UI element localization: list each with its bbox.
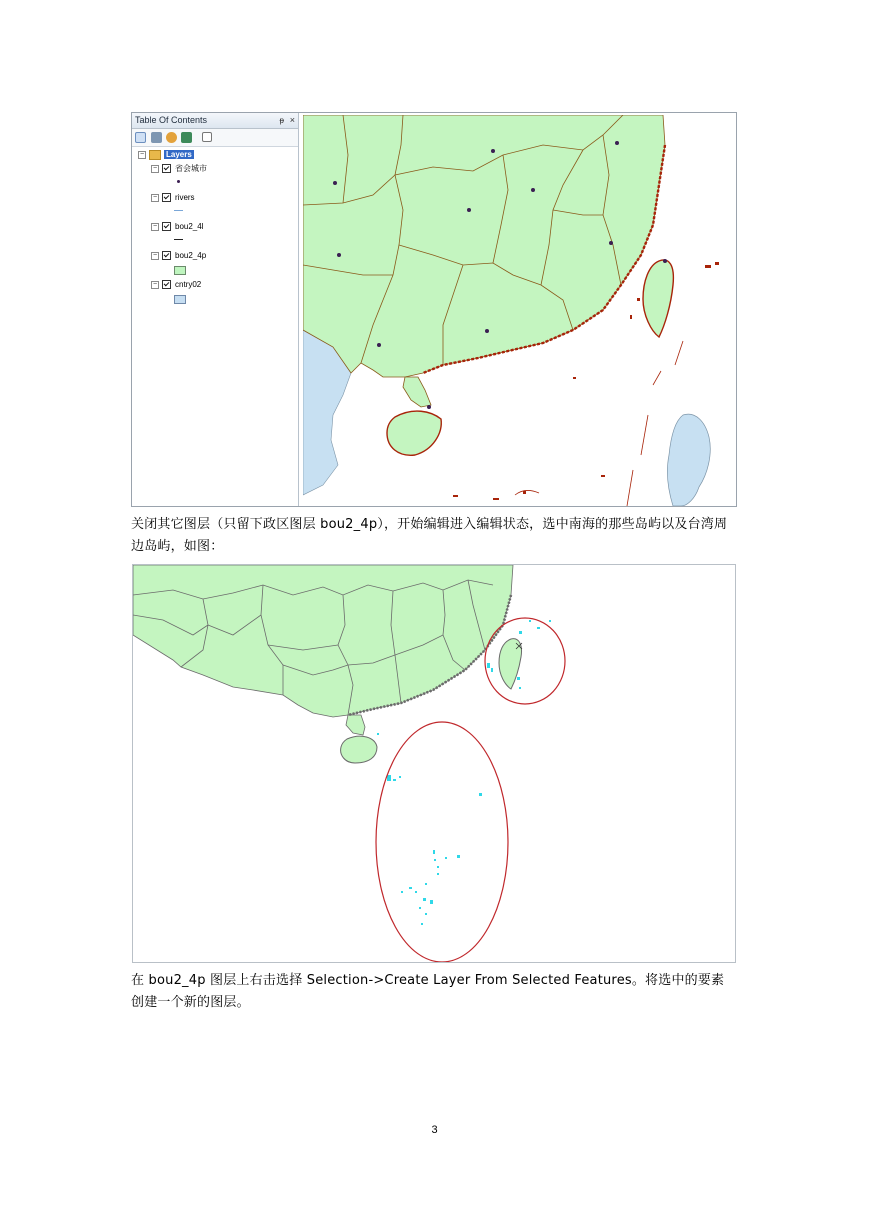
pin-icon[interactable]: ᵽ <box>279 116 284 125</box>
collapse-icon[interactable]: − <box>152 193 158 201</box>
layer-name[interactable]: bou2_4p <box>175 251 207 260</box>
layer-row-bou2-4p[interactable] <box>151 250 206 262</box>
layer-row-cntry02[interactable] <box>151 279 201 291</box>
hainan-island <box>341 736 377 763</box>
map-screenshot-selected-islands[interactable] <box>132 564 736 963</box>
collapse-icon[interactable]: − <box>152 164 158 172</box>
line-symbol-icon <box>174 239 183 240</box>
collapse-icon[interactable]: − <box>139 150 145 158</box>
layer-row-bou2-4l[interactable] <box>151 221 203 233</box>
layers-root-label[interactable]: Layers <box>166 150 192 159</box>
layer-visibility-checkbox[interactable] <box>162 222 171 231</box>
layers-root-row[interactable] <box>138 149 194 161</box>
toc-toolbar <box>132 129 298 147</box>
layers-folder-icon <box>149 150 161 160</box>
line-symbol-icon <box>174 210 183 211</box>
toc-title-bar <box>132 113 298 129</box>
page-number: 3 <box>431 1124 438 1136</box>
layer-visibility-checkbox[interactable] <box>162 164 171 173</box>
polygon-symbol-icon <box>174 295 186 304</box>
list-by-drawing-order-icon[interactable] <box>135 132 146 143</box>
layer-visibility-checkbox[interactable] <box>162 251 171 260</box>
close-icon[interactable]: × <box>289 115 295 125</box>
list-by-visibility-icon[interactable] <box>166 132 177 143</box>
layer-name[interactable]: 省会城市 <box>175 164 207 173</box>
layer-name[interactable]: bou2_4l <box>175 222 204 231</box>
layer-visibility-checkbox[interactable] <box>162 193 171 202</box>
point-symbol-icon <box>177 180 180 183</box>
collapse-icon[interactable]: − <box>152 280 158 288</box>
table-of-contents-panel <box>132 113 299 506</box>
layer-name[interactable]: rivers <box>175 193 195 202</box>
arcmap-screenshot-1 <box>131 112 737 507</box>
toc-title: Table Of Contents <box>135 115 208 125</box>
list-by-selection-icon[interactable] <box>181 132 192 143</box>
layer-row-cities[interactable] <box>151 163 207 175</box>
instruction-paragraph-2: 在 bou2_4p 图层上右击选择 Selection->Create Layer From Selected Features。将选中的要素创建一个新的图层。 <box>131 973 725 1010</box>
polygon-symbol-icon <box>174 266 186 275</box>
layer-visibility-checkbox[interactable] <box>162 280 171 289</box>
layer-row-rivers[interactable] <box>151 192 195 204</box>
list-by-source-icon[interactable] <box>151 132 162 143</box>
collapse-icon[interactable]: − <box>152 222 158 230</box>
collapse-icon[interactable]: − <box>152 251 158 259</box>
layer-name[interactable]: cntry02 <box>175 280 202 289</box>
options-icon[interactable] <box>202 132 212 142</box>
map-view-southern-china[interactable] <box>303 115 736 506</box>
instruction-paragraph-1: 关闭其它图层（只留下政区图层 bou2_4p），开始编辑进入编辑状态，选中南海的那些岛屿以及台湾周边岛屿，如图： <box>131 517 728 554</box>
